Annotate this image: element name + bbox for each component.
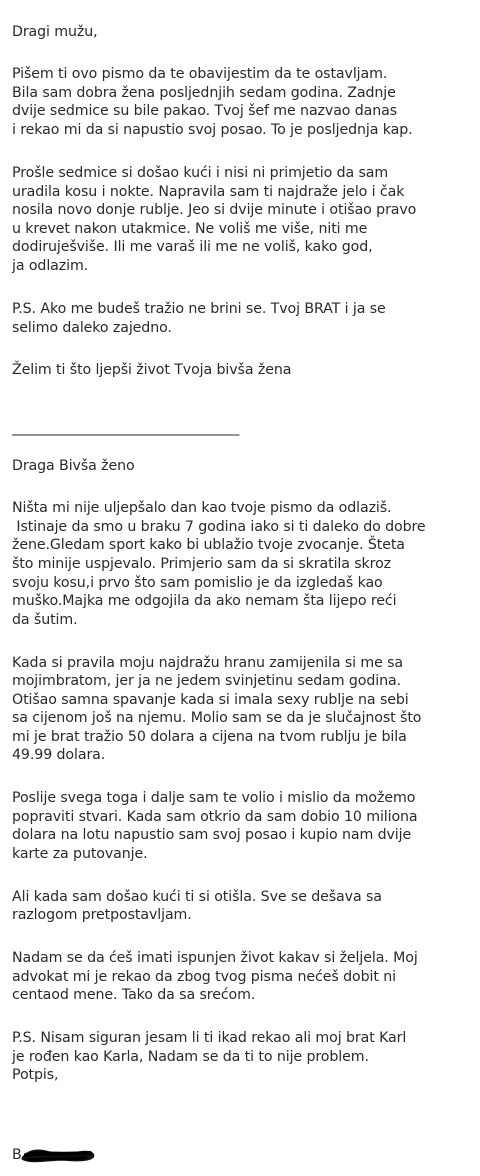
letter2-para2-line: Kada si pravila moju najdražu hranu zamijenila si me sa — [12, 655, 404, 671]
letter1-para1-line: Bila sam dobra žena posljednjih sedam godina. Zadnje — [12, 85, 396, 101]
letter1-para2-line: u krevet nakon utakmice. Ne voliš me više, niti me — [12, 221, 368, 237]
letter2-para1-line: žene.Gledam sport kako bi ublažio tvoje zvocanje. Šteta — [12, 537, 405, 553]
letter1-ps-line: P.S. Ako me budeš tražio ne brini se. Tvoj BRAT i ja se — [12, 301, 386, 317]
letter2-para3-line: popraviti stvari. Kada sam otkrio da sam dobio 10 miliona — [12, 809, 418, 825]
letter2-para5-line: centaod mene. Tako da sa srećom. — [12, 987, 256, 1003]
letter2-para1-line: muško.Majka me odgojila da ako nemam šta lijepo reći — [12, 593, 397, 609]
letter1-para1-line: dvije sedmice su bile pakao. Tvoj šef me nazvao danas — [12, 103, 398, 119]
letter1-para2-line: ja odlazim. — [12, 258, 89, 274]
letter1-para2-line: uradila kosu i nokte. Napravila sam ti najdraže jelo i čak — [12, 184, 405, 200]
signature — [12, 1143, 98, 1167]
letter2-para3-line: karte za putovanje. — [12, 846, 148, 862]
letter2-ps-line: je rođen kao Karla, Nadam se da ti to nije problem. — [12, 1049, 369, 1065]
letter2-para1-line: da šutim. — [12, 612, 78, 628]
letter2-para3-line: dolara na lotu napustio sam svoj posao i kupio nam dvije — [12, 827, 412, 843]
letter2-para2-line: mi je brat tražio 50 dolara a cijena na tvom rublju je bila — [12, 729, 407, 745]
letter2-para1-line: Istinaje da smo u braku 7 godina iako si ti daleko do dobre — [12, 519, 426, 535]
letter1-para2-line: Prošle sedmice si došao kući i nisi ni primjetio da sam — [12, 165, 389, 181]
letter2-para5-line: Nadam se da ćeš imati ispunjen život kakav si željela. Moj — [12, 950, 418, 966]
letter2-para3-line: Poslije svega toga i dalje sam te volio i mislio da možemo — [12, 790, 416, 806]
letter1-para2-line: nosila novo donje rublje. Jeo si dvije minute i otišao pravo — [12, 202, 417, 218]
letter2-para2-line: Otišao samna spavanje kada si imala sexy rublje na sebi — [12, 692, 409, 708]
letter-divider: _______________________________________ — [12, 420, 239, 436]
letter2-para2-line: sa cijenom još na njemu. Molio sam se da je slučajnost što — [12, 710, 422, 726]
letter2-para5-line: advokat mi je rekao da zbog tvog pisma nećeš dobit ni — [12, 969, 396, 985]
letter2-ps-line: P.S. Nisam siguran jesam li ti ikad rekao ali moj brat Karl — [12, 1030, 407, 1046]
signature-initial: B — [12, 1146, 22, 1163]
letter2-para2-line: 49.99 dolara. — [12, 747, 106, 763]
letter1-para1-line: i rekao mi da si napustio svoj posao. To je posljednja kap. — [12, 122, 413, 138]
letter1-greeting: Dragi mužu, — [12, 24, 98, 40]
letter2-para1-line: svoju kosu,i prvo što sam pomislio je da izgledaš kao — [12, 575, 383, 591]
letter2-para1-line: što minije uspjevalo. Primjerio sam da si skratila skroz — [12, 556, 392, 572]
letter1-ps-line: selimo daleko zajedno. — [12, 320, 172, 336]
letter2-ps-line: Potpis, — [12, 1067, 59, 1083]
letter1-para2-line: dodiruješviše. Ili me varaš ili me ne voliš, kako god, — [12, 239, 373, 255]
letter2-para4-line: razlogom pretpostavljam. — [12, 907, 192, 923]
letter1-para1-line: Pišem ti ovo pismo da te obavijestim da te ostavljam. — [12, 66, 388, 82]
letter2-para4-line: Ali kada sam došao kući ti si otišla. Sve se dešava sa — [12, 889, 382, 905]
letter2-para2-line: mojimbratom, jer ja ne jedem svinjetinu sedam godina. — [12, 673, 402, 689]
letter2-para1-line: Ništa mi nije uljepšalo dan kao tvoje pismo da odlaziš. — [12, 500, 392, 516]
letter1-closing: Želim ti što ljepši život Tvoja bivša žena — [12, 362, 292, 378]
letter2-greeting: Draga Bivša ženo — [12, 458, 135, 474]
signature-redaction-scribble — [20, 1143, 98, 1167]
